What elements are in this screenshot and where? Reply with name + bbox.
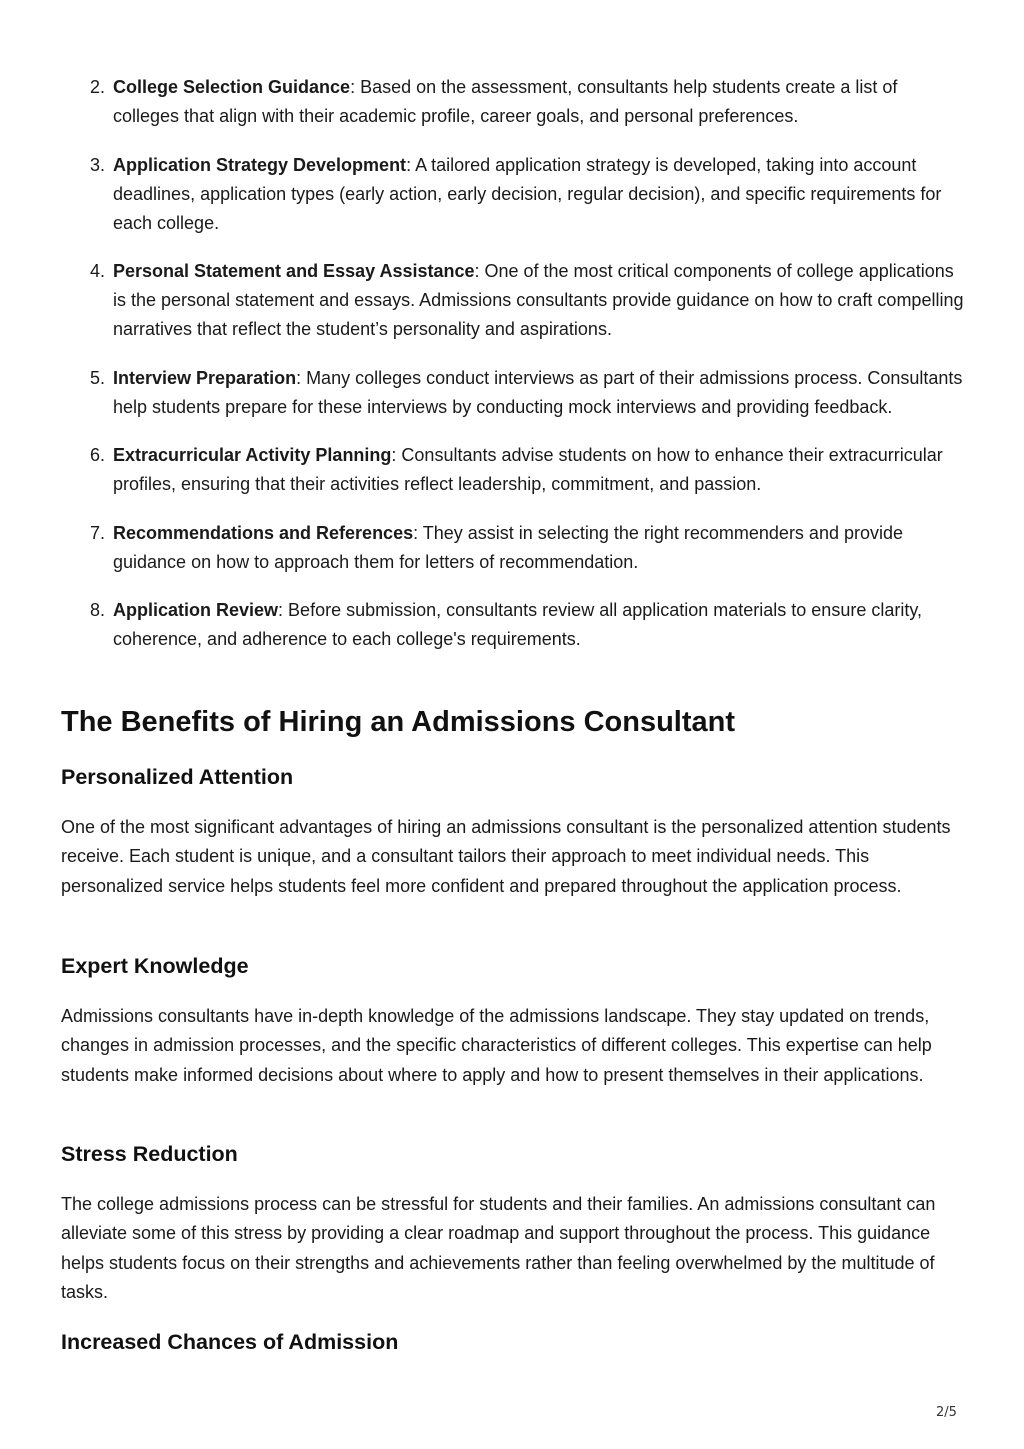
list-item <box>61 257 966 344</box>
list-item <box>61 441 966 499</box>
list-item-title: College Selection Guidance <box>113 77 351 97</box>
list-item-title: Application Review <box>113 600 279 620</box>
list-item-title: Interview Preparation <box>113 367 297 388</box>
list-item <box>61 151 966 238</box>
subsection-heading: Personalized Attention <box>61 765 294 789</box>
list-item <box>61 364 966 422</box>
subsection-stress-reduction <box>61 1140 966 1307</box>
list-item-title: Extracurricular Activity Planning <box>113 445 392 465</box>
subsection-paragraph: One of the most significant advantages of hiring an admissions consultant is the personalized attention students receive. Each student is unique, and a consultant tailors their approach to meet individual needs. This personalized service helps students feel more confident and prepared throughout the application process. <box>61 817 951 896</box>
list-item <box>61 519 966 577</box>
page-number: 2/5 <box>936 1405 957 1420</box>
subsection-expert-knowledge <box>61 952 966 1090</box>
list-item-number: 8. <box>90 600 106 620</box>
list-item-text: : One of the most critical components of college applications is the personal statement and essays. Admissions consultants provide guidance on how to craft compelling narratives that reflect the student’s personality and aspirations. <box>113 261 964 339</box>
subsection-paragraph: Admissions consultants have in-depth knowledge of the admissions landscape. They stay updated on trends, changes in admission processes, and the specific characteristics of different colleges. This expertise can help students make informed decisions about where to apply and how to present themselves in their applications. <box>61 1006 932 1085</box>
list-item-number: 6. <box>90 445 106 465</box>
list-item-title: Personal Statement and Essay Assistance <box>113 261 475 281</box>
list-item-number: 5. <box>90 367 106 388</box>
subsection-heading: Stress Reduction <box>61 1142 238 1166</box>
list-item-text: : Many colleges conduct interviews as part of their admissions process. Consultants help students prepare for these interviews by conducting mock interviews and providing feedback. <box>113 367 963 417</box>
list-item-number: 2. <box>90 77 106 97</box>
consulting-steps-list <box>61 73 966 674</box>
subsection-paragraph: The college admissions process can be stressful for students and their families. An admissions consultant can alleviate some of this stress by providing a clear roadmap and support throughout the process. This guidance helps students focus on their strengths and achievements rather than feeling overwhelmed by the multitude of tasks. <box>61 1194 936 1302</box>
list-item <box>61 596 966 654</box>
section-heading: The Benefits of Hiring an Admissions Consultant <box>61 706 736 738</box>
list-item-text: : Before submission, consultants review all application materials to ensure clarity, coherence, and adherence to each college's requirements. <box>113 600 923 649</box>
list-item-number: 3. <box>90 154 106 175</box>
subsection-heading: Expert Knowledge <box>61 954 249 978</box>
list-item-text: : They assist in selecting the right recommenders and provide guidance on how to approach them for letters of recommendation. <box>113 522 904 572</box>
list-item-number: 4. <box>90 261 106 281</box>
list-item-title: Recommendations and References <box>113 522 414 543</box>
list-item-number: 7. <box>90 522 106 543</box>
list-item-text: : Consultants advise students on how to enhance their extracurricular profiles, ensuring that their activities reflect leadership, commitment, and passion. <box>113 445 943 494</box>
subsection-heading: Increased Chances of Admission <box>61 1330 399 1354</box>
list-item <box>61 73 966 131</box>
subsection-personalized-attention <box>61 763 966 901</box>
list-item-title: Application Strategy Development <box>113 154 407 175</box>
subsection-increased-chances <box>61 1328 966 1356</box>
list-item-text: : Based on the assessment, consultants help students create a list of colleges that align with their academic profile, career goals, and personal preferences. <box>113 77 898 126</box>
list-item-text: : A tailored application strategy is developed, taking into account deadlines, application types (early action, early decision, regular decision), and specific requirements for each college. <box>113 154 942 233</box>
